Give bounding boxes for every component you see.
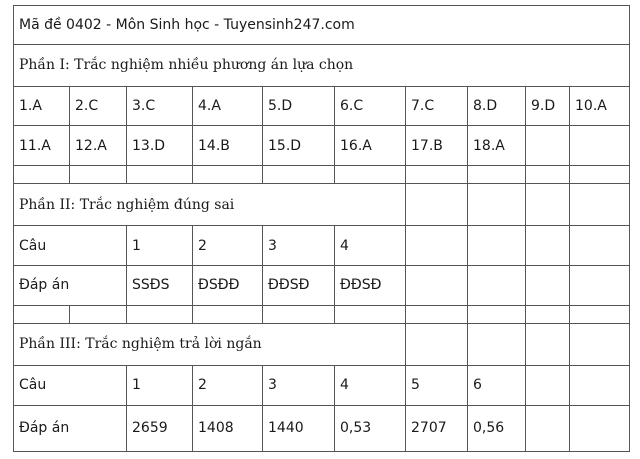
empty-cell xyxy=(570,405,630,451)
part2-question-cell: 2 xyxy=(193,226,263,266)
title-row xyxy=(14,6,630,45)
empty-cell xyxy=(526,226,570,266)
empty-cell xyxy=(335,305,406,323)
empty-cell xyxy=(127,166,193,184)
part2-answer-cell: SSĐS xyxy=(127,266,193,306)
part2-answer-row xyxy=(14,266,630,306)
answer-key-table xyxy=(13,5,630,452)
part2-question-cell: 1 xyxy=(127,226,193,266)
empty-cell xyxy=(526,324,570,366)
part2-question-cell: 3 xyxy=(263,226,335,266)
part1-answer-cell: 16.A xyxy=(335,126,406,166)
part3-heading: Phần III: Trắc nghiệm trả lời ngắn xyxy=(14,324,406,366)
part1-answer-row xyxy=(14,86,630,126)
empty-cell xyxy=(570,305,630,323)
part3-answer-cell: 0,53 xyxy=(335,405,406,451)
empty-cell xyxy=(406,226,468,266)
part1-answer-cell: 12.A xyxy=(70,126,127,166)
empty-cell xyxy=(570,324,630,366)
empty-cell xyxy=(14,305,70,323)
empty-cell xyxy=(70,305,127,323)
empty-cell xyxy=(406,184,468,226)
empty-cell xyxy=(335,166,406,184)
empty-cell xyxy=(406,266,468,306)
empty-cell xyxy=(468,184,526,226)
part1-answer-cell: 13.D xyxy=(127,126,193,166)
empty-cell xyxy=(526,405,570,451)
empty-cell xyxy=(468,305,526,323)
empty-cell xyxy=(570,266,630,306)
empty-cell xyxy=(570,184,630,226)
empty-cell xyxy=(468,166,526,184)
part1-heading-row xyxy=(14,44,630,86)
part3-answer-cell: 0,56 xyxy=(468,405,526,451)
part1-answer-cell: 2.C xyxy=(70,86,127,126)
empty-cell xyxy=(570,166,630,184)
part3-question-label: Câu xyxy=(14,365,127,405)
part3-question-cell: 1 xyxy=(127,365,193,405)
part1-answer-cell: 4.A xyxy=(193,86,263,126)
spacer-row xyxy=(14,166,630,184)
empty-cell xyxy=(570,126,630,166)
part3-answer-label: Đáp án xyxy=(14,405,127,451)
empty-cell xyxy=(468,324,526,366)
part3-question-row xyxy=(14,365,630,405)
part1-answer-cell: 5.D xyxy=(263,86,335,126)
empty-cell xyxy=(526,365,570,405)
empty-cell xyxy=(406,324,468,366)
part3-question-cell: 5 xyxy=(406,365,468,405)
empty-cell xyxy=(70,166,127,184)
empty-cell xyxy=(468,226,526,266)
empty-cell xyxy=(193,166,263,184)
part1-answer-row xyxy=(14,126,630,166)
empty-cell xyxy=(526,166,570,184)
part1-answer-cell: 10.A xyxy=(570,86,630,126)
part3-answer-cell: 2707 xyxy=(406,405,468,451)
empty-cell xyxy=(526,266,570,306)
part1-answer-cell: 1.A xyxy=(14,86,70,126)
part1-answer-cell: 6.C xyxy=(335,86,406,126)
empty-cell xyxy=(570,226,630,266)
part3-answer-cell: 1408 xyxy=(193,405,263,451)
part3-question-cell: 4 xyxy=(335,365,406,405)
part3-question-cell: 6 xyxy=(468,365,526,405)
empty-cell xyxy=(14,166,70,184)
part3-answer-cell: 2659 xyxy=(127,405,193,451)
empty-cell xyxy=(127,305,193,323)
part1-answer-cell: 8.D xyxy=(468,86,526,126)
part2-answer-cell: ĐĐSĐ xyxy=(335,266,406,306)
empty-cell xyxy=(526,184,570,226)
part1-answer-cell: 15.D xyxy=(263,126,335,166)
part2-answer-cell: ĐSĐĐ xyxy=(193,266,263,306)
part1-answer-cell: 9.D xyxy=(526,86,570,126)
empty-cell xyxy=(263,305,335,323)
empty-cell xyxy=(263,166,335,184)
empty-cell xyxy=(406,305,468,323)
empty-cell xyxy=(526,126,570,166)
part1-answer-cell: 18.A xyxy=(468,126,526,166)
empty-cell xyxy=(406,166,468,184)
part2-question-label: Câu xyxy=(14,226,127,266)
part2-answer-cell: ĐĐSĐ xyxy=(263,266,335,306)
part1-answer-cell: 14.B xyxy=(193,126,263,166)
empty-cell xyxy=(468,266,526,306)
part1-answer-cell: 11.A xyxy=(14,126,70,166)
part3-answer-row xyxy=(14,405,630,451)
document-title: Mã đề 0402 - Môn Sinh học - Tuyensinh247.com xyxy=(14,6,630,45)
empty-cell xyxy=(570,365,630,405)
part2-question-row xyxy=(14,226,630,266)
part3-heading-row xyxy=(14,324,630,366)
empty-cell xyxy=(193,305,263,323)
part2-heading-row xyxy=(14,184,630,226)
part3-question-cell: 3 xyxy=(263,365,335,405)
part3-answer-cell: 1440 xyxy=(263,405,335,451)
part1-answer-cell: 3.C xyxy=(127,86,193,126)
part2-answer-label: Đáp án xyxy=(14,266,127,306)
part1-answer-cell: 17.B xyxy=(406,126,468,166)
part2-question-cell: 4 xyxy=(335,226,406,266)
part2-heading: Phần II: Trắc nghiệm đúng sai xyxy=(14,184,406,226)
part3-question-cell: 2 xyxy=(193,365,263,405)
spacer-row xyxy=(14,305,630,323)
empty-cell xyxy=(526,305,570,323)
part1-heading: Phần I: Trắc nghiệm nhiều phương án lựa chọn xyxy=(14,44,630,86)
part1-answer-cell: 7.C xyxy=(406,86,468,126)
